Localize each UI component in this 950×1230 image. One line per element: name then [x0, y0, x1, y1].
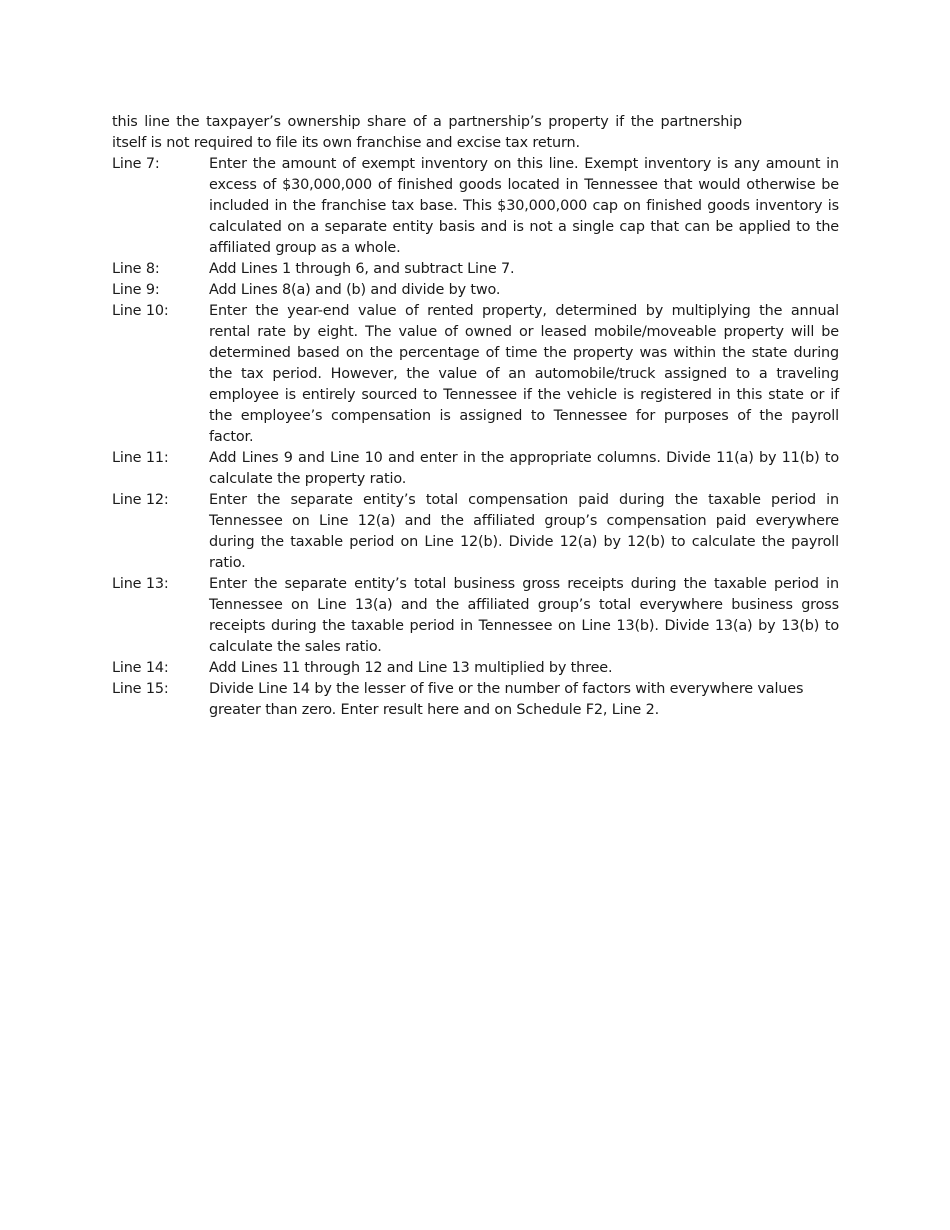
instructions-body: [112, 112, 839, 721]
line-description: Enter the separate entity’s total compensation paid during the taxable period in Tennessee on Line 12(a) and the affiliated group’s compensation paid everywhere during the taxable period on Line 12(b). Divide 12(a) by 12(b) to calculate the payroll ratio.: [209, 492, 839, 571]
line-entry-13: [112, 574, 839, 658]
line-description: Add Lines 9 and Line 10 and enter in the appropriate columns. Divide 11(a) by 11(b) to calculate the property ratio.: [209, 450, 839, 487]
line-entry-7: [112, 154, 839, 259]
line-label: Line 9:: [112, 282, 160, 298]
line-description: Enter the separate entity’s total business gross receipts during the taxable period in Tennessee on Line 13(a) and the affiliated group’s total everywhere business gross receipts during the taxable period in Tennessee on Line 13(b). Divide 13(a) by 13(b) to calculate the sales ratio.: [209, 576, 839, 655]
line-entry-11: [112, 448, 839, 490]
continuation-paragraph: this line the taxpayer’s ownership share of a partnership’s property if the partnership itself is not required to file its own franchise and excise tax return.: [112, 114, 742, 151]
line-label: Line 8:: [112, 261, 160, 277]
line-description: Add Lines 1 through 6, and subtract Line 7.: [209, 261, 515, 277]
line-entry-15: [112, 679, 839, 721]
line-entry-9: [112, 280, 839, 301]
line-label: Line 14:: [112, 660, 169, 676]
line-description: Add Lines 11 through 12 and Line 13 multiplied by three.: [209, 660, 613, 676]
line-label: Line 12:: [112, 492, 169, 508]
line-description: Add Lines 8(a) and (b) and divide by two.: [209, 282, 501, 298]
line-entry-14: [112, 658, 839, 679]
line-description: Divide Line 14 by the lesser of five or the number of factors with everywhere values greater than zero. Enter result here and on Schedule F2, Line 2.: [209, 681, 804, 718]
line-label: Line 7:: [112, 156, 160, 172]
line-description: Enter the year-end value of rented property, determined by multiplying the annual rental rate by eight. The value of owned or leased mobile/moveable property will be determined based on the percentage of time the property was within the state during the tax period. However, the value of an automobile/truck assigned to a traveling employee is entirely sourced to Tennessee if the vehicle is registered in this state or if the employee’s compensation is assigned to Tennessee for purposes of the payroll factor.: [209, 303, 839, 445]
line-label: Line 11:: [112, 450, 169, 466]
line-label: Line 13:: [112, 576, 169, 592]
line-entry-8: [112, 259, 839, 280]
line-entry-10: [112, 301, 839, 448]
line-label: Line 15:: [112, 681, 169, 697]
line-description: Enter the amount of exempt inventory on this line. Exempt inventory is any amount in excess of $30,000,000 of finished goods located in Tennessee that would otherwise be included in the franchise tax base. This $30,000,000 cap on finished goods inventory is calculated on a separate entity basis and is not a single cap that can be applied to the affiliated group as a whole.: [209, 156, 839, 256]
line-entry-12: [112, 490, 839, 574]
line-label: Line 10:: [112, 303, 169, 319]
